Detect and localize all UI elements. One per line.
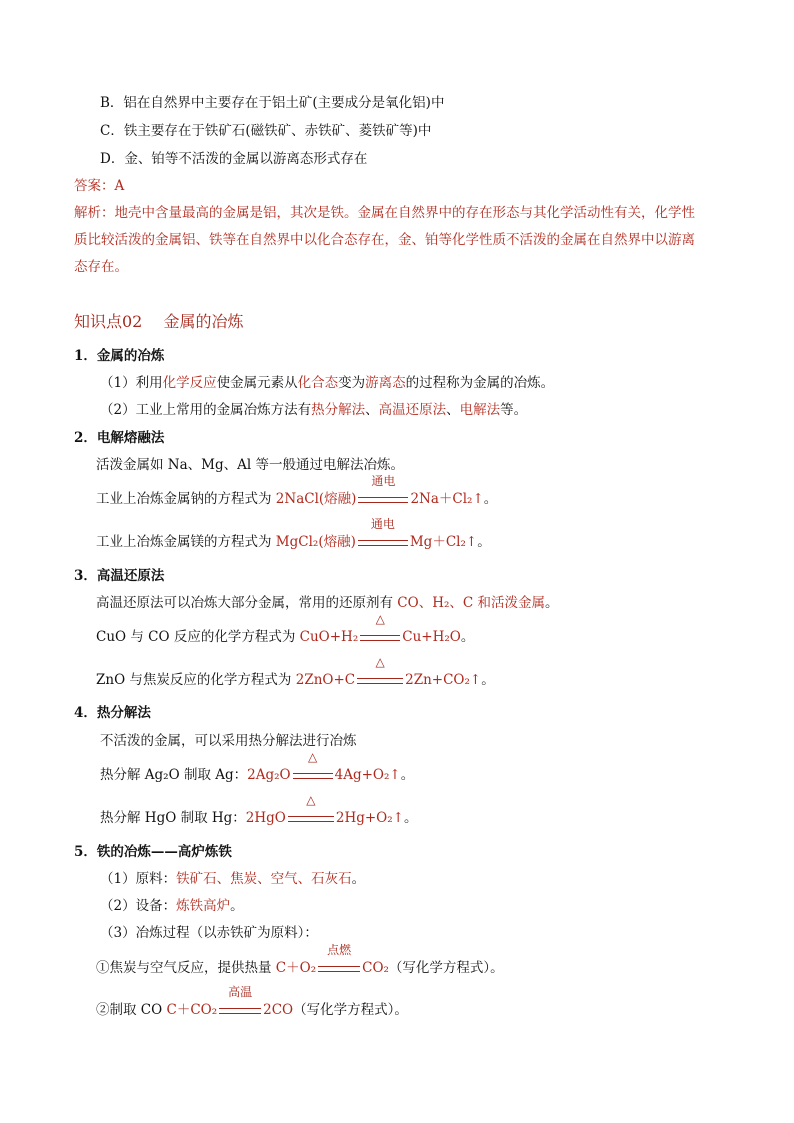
condition-label: △ (307, 750, 318, 764)
s5-line-2: （2）设备：炼铁高炉。 (100, 898, 244, 914)
condition-label: △ (375, 612, 385, 626)
s3-equation-zno: ZnO 与焦炭反应的化学方程式为 2ZnO+C △ 2Zn+CO₂↑。 (96, 655, 495, 688)
condition-label: △ (375, 655, 385, 669)
answer: 答案：A (74, 178, 125, 194)
analysis-line-2: 质比较活泼的金属铝、铁等在自然界中以化合态存在，金、铂等化学性质不活泼的金属在自然界中以游离 (74, 232, 695, 248)
analysis-line-1: 解析：地壳中含量最高的金属是铝，其次是铁。金属在自然界中的存在形态与其化学活动性有关，化学性 (74, 205, 695, 221)
s3-heading: 3．高温还原法 (74, 568, 165, 584)
s2-heading: 2．电解熔融法 (74, 430, 165, 446)
option-d: D．金、铂等不活泼的金属以游离态形式存在 (100, 151, 368, 167)
s5-line-1: （1）原料：铁矿石、焦炭、空气、石灰石。 (100, 871, 366, 887)
s1-line-2: （2）工业上常用的金属冶炼方法有热分解法、高温还原法、电解法等。 (100, 402, 528, 418)
condition-label: 通电 (370, 517, 395, 531)
condition-label: 点燃 (327, 943, 352, 957)
s5-line-3: （3）冶炼过程（以赤铁矿为原料）： (100, 925, 318, 941)
condition-label: 通电 (371, 474, 396, 488)
section-title: 知识点02 金属的冶炼 (74, 312, 244, 331)
condition-label: △ (306, 793, 316, 807)
s3-line-1: 高温还原法可以冶炼大部分金属，常用的还原剂有 CO、H₂、C 和活泼金属。 (96, 595, 559, 611)
analysis-line-3: 态存在。 (74, 259, 128, 275)
option-c: C．铁主要存在于铁矿石(磁铁矿、赤铁矿、菱铁矿等)中 (100, 123, 432, 139)
condition-label: 高温 (228, 985, 253, 999)
s4-heading: 4．热分解法 (74, 705, 151, 721)
s1-heading: 1．金属的冶炼 (74, 348, 165, 364)
s2-equation-na: 工业上冶炼金属钠的方程式为 2NaCl(熔融) 通电 2Na＋Cl₂↑。 (96, 474, 498, 507)
s4-equation-hgo: 热分解 HgO 制取 Hg：2HgO △ 2Hg+O₂↑。 (100, 793, 418, 826)
s4-equation-ag2o: 热分解 Ag₂O 制取 Ag：2Ag₂O △ 4Ag+O₂↑。 (100, 750, 415, 783)
s1-line-1: （1）利用化学反应使金属元素从化合态变为游离态的过程称为金属的冶炼。 (100, 375, 555, 391)
s5-equation-combustion: ①焦炭与空气反应，提供热量 C＋O₂ 点燃 CO₂（写化学方程式）。 (96, 943, 504, 976)
s3-equation-cuo: CuO 与 CO 反应的化学方程式为 CuO+H₂ △ Cu+H₂O。 (96, 612, 475, 645)
s4-line-1: 不活泼的金属，可以采用热分解法进行冶炼 (100, 733, 357, 749)
s2-equation-mg: 工业上冶炼金属镁的方程式为 MgCl₂(熔融) 通电 Mg＋Cl₂↑。 (96, 517, 491, 550)
s2-line-1: 活泼金属如 Na、Mg、Al 等一般通过电解法冶炼。 (96, 457, 404, 473)
option-b: B．铝在自然界中主要存在于铝土矿(主要成分是氧化铝)中 (100, 95, 445, 111)
s5-heading: 5．铁的冶炼——高炉炼铁 (74, 844, 232, 860)
s5-equation-co: ②制取 CO C＋CO₂ 高温 2CO（写化学方程式）。 (96, 985, 408, 1018)
